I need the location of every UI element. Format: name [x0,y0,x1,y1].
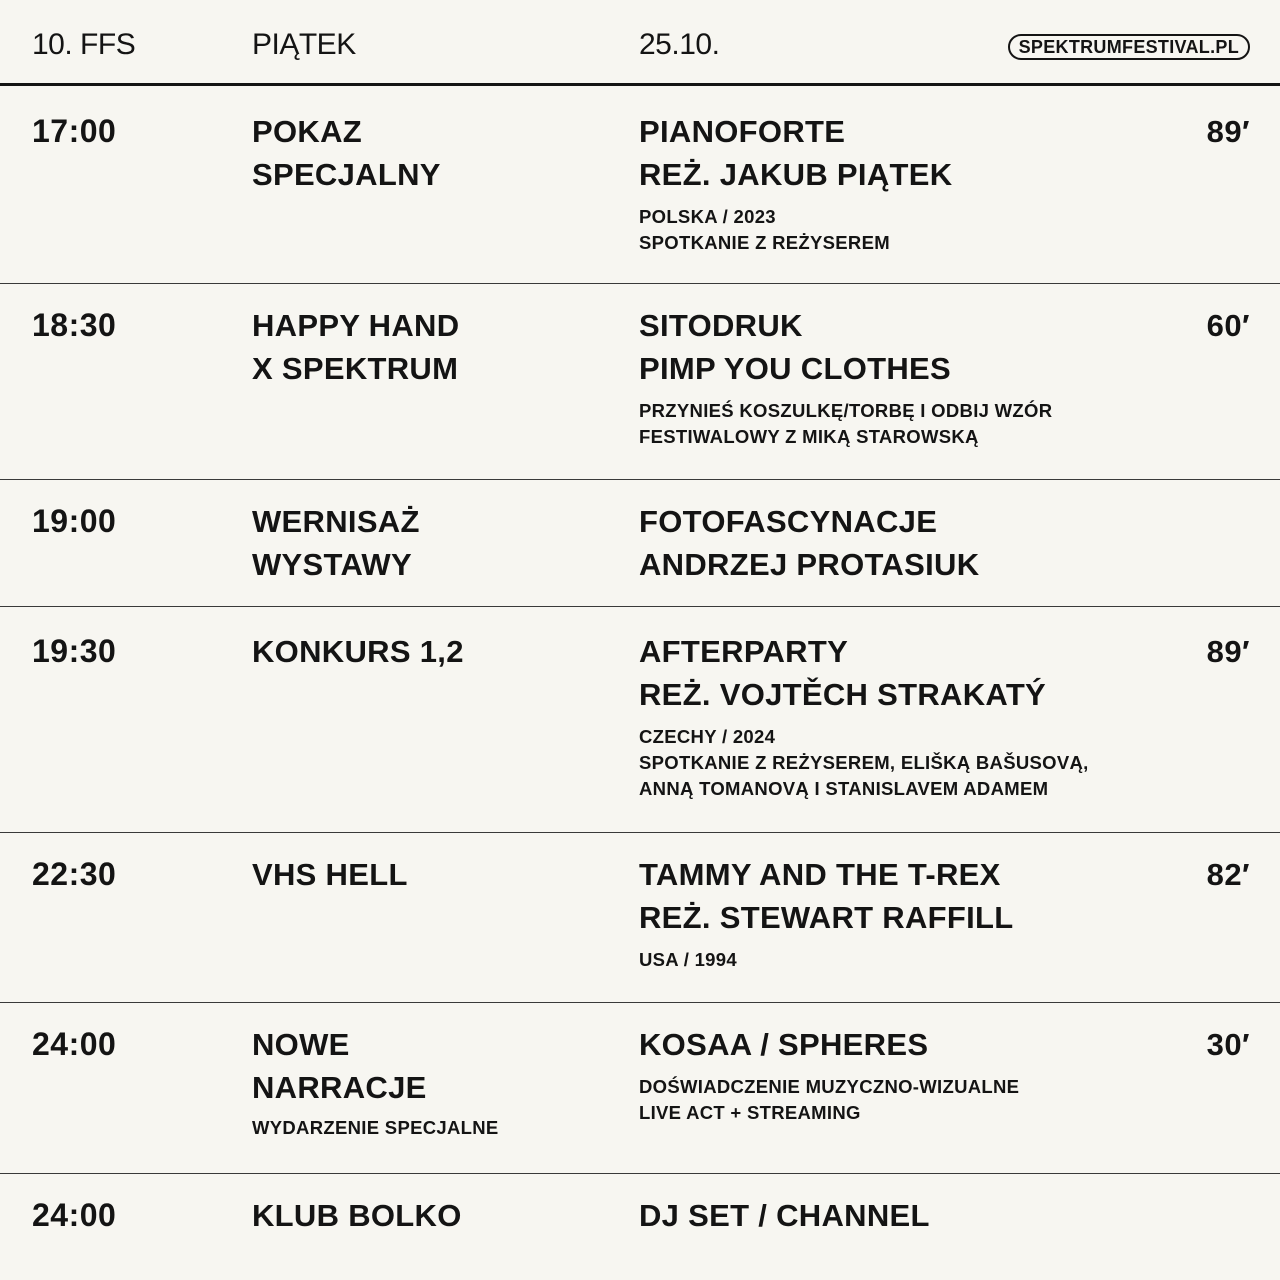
event-time: 19:00 [32,503,117,539]
category-line: KONKURS 1,2 [252,634,464,669]
event-category [252,630,622,673]
event-details [639,204,1199,256]
detail-line: SPOTKANIE Z REŻYSEREM [639,232,890,253]
schedule-header [0,0,1280,86]
category-note: WYDARZENIE SPECJALNE [252,1117,499,1138]
event-duration: 89′ [1206,634,1250,669]
event-time: 19:30 [32,633,117,669]
event-category [252,853,622,896]
event-category [252,1023,622,1141]
title-line: PIMP YOU CLOTHES [639,351,951,386]
title-line: TAMMY AND THE T-REX [639,857,1001,892]
event-duration: 82′ [1206,857,1250,892]
title-line: REŻ. VOJTĚCH STRAKATÝ [639,677,1047,712]
date: 25.10. [639,28,720,61]
detail-line: ANNĄ TOMANOVĄ I STANISLAVEM ADAMEM [639,778,1049,799]
event-time: 22:30 [32,856,117,892]
event-time: 17:00 [32,113,117,149]
detail-line: USA / 1994 [639,949,737,970]
event-details [639,947,1199,973]
event-details [639,1074,1199,1126]
event-time: 18:30 [32,307,117,343]
title-line: REŻ. JAKUB PIĄTEK [639,157,953,192]
category-line: WERNISAŻ [252,504,420,539]
event-category [252,500,622,586]
festival-edition: 10. FFS [32,28,136,61]
detail-line: PRZYNIEŚ KOSZULKĘ/TORBĘ I ODBIJ WZÓR [639,400,1053,421]
event-title [639,304,1199,450]
event-details [639,398,1199,450]
schedule-row [0,284,1280,480]
schedule-row [0,607,1280,833]
schedule-row [0,833,1280,1003]
website-link[interactable]: SPEKTRUMFESTIVAL.PL [1008,34,1250,60]
event-category [252,304,622,390]
title-line: SITODRUK [639,308,803,343]
title-line: DJ SET / CHANNEL [639,1198,930,1233]
event-time: 24:00 [32,1197,117,1233]
event-details [639,724,1199,802]
category-line: NOWE [252,1027,350,1062]
detail-line: CZECHY / 2024 [639,726,776,747]
event-title [639,630,1199,802]
title-line: AFTERPARTY [639,634,849,669]
event-category [252,1194,622,1237]
category-line: WYSTAWY [252,547,412,582]
category-line: VHS HELL [252,857,408,892]
event-duration: 60′ [1206,308,1250,343]
category-line: X SPEKTRUM [252,351,459,386]
event-title [639,500,1199,586]
title-line: ANDRZEJ PROTASIUK [639,547,980,582]
title-line: KOSAA / SPHERES [639,1027,929,1062]
category-line: NARRACJE [252,1070,427,1105]
event-duration: 30′ [1206,1027,1250,1062]
event-title [639,853,1199,973]
schedule-row [0,1174,1280,1280]
title-line: FOTOFASCYNACJE [639,504,938,539]
title-line: REŻ. STEWART RAFFILL [639,900,1014,935]
event-title [639,1194,1199,1237]
detail-line: SPOTKANIE Z REŻYSEREM, ELIŠKĄ BAŠUSOVĄ, [639,752,1089,773]
event-category [252,110,622,196]
detail-line: DOŚWIADCZENIE MUZYCZNO-WIZUALNE [639,1076,1020,1097]
category-line: KLUB BOLKO [252,1198,462,1233]
category-line: POKAZ [252,114,362,149]
title-line: PIANOFORTE [639,114,846,149]
detail-line: FESTIWALOWY Z MIKĄ STAROWSKĄ [639,426,979,447]
detail-line: LIVE ACT + STREAMING [639,1102,861,1123]
event-title [639,1023,1199,1126]
schedule-row [0,86,1280,284]
category-line: SPECJALNY [252,157,441,192]
category-line: HAPPY HAND [252,308,460,343]
event-duration: 89′ [1206,114,1250,149]
event-time: 24:00 [32,1026,117,1062]
schedule-row [0,1003,1280,1174]
day-name: PIĄTEK [252,28,356,61]
schedule-row [0,480,1280,607]
detail-line: POLSKA / 2023 [639,206,776,227]
event-title [639,110,1199,256]
